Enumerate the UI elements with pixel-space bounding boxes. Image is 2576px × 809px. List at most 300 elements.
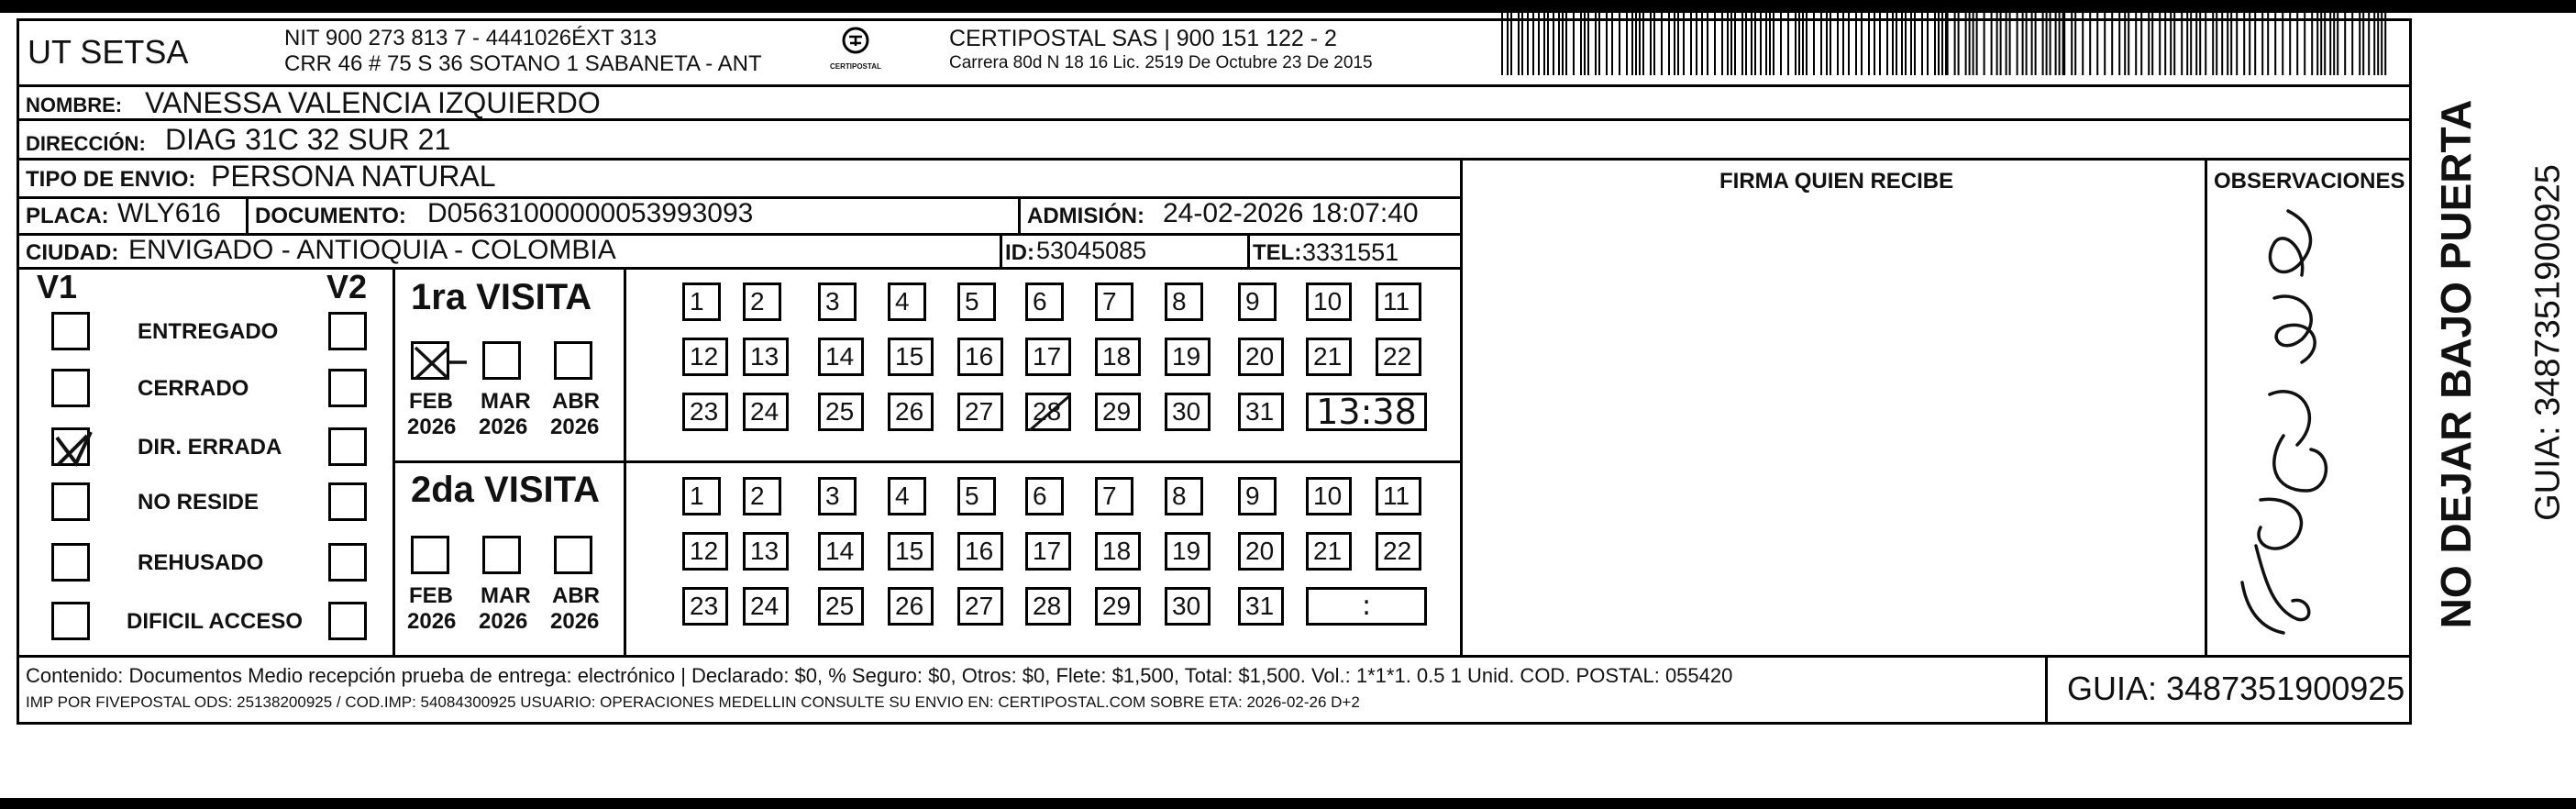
barcode-bar [2111, 13, 2113, 75]
barcode-bar [1914, 13, 1916, 75]
barcode-bar [2205, 13, 2206, 75]
barcode-bar [1901, 13, 1903, 75]
second-visit-day-box[interactable]: 11 [1376, 477, 1421, 515]
barcode-bar [1751, 13, 1752, 75]
first-visit-day-box[interactable]: 5 [957, 283, 996, 321]
barcode-bar [2181, 13, 2183, 75]
first-visit-day-box[interactable]: 16 [957, 338, 1003, 376]
barcode-bar [1965, 13, 1967, 75]
status-v1-checkbox[interactable] [51, 427, 90, 466]
second-visit-title: 2da VISITA [411, 470, 600, 510]
status-v1-checkbox[interactable] [51, 602, 90, 640]
status-v2-checkbox[interactable] [328, 602, 367, 640]
barcode-bar [1896, 13, 1897, 75]
second-visit-day-box[interactable]: 26 [888, 587, 934, 626]
barcode-bar [2304, 13, 2305, 75]
status-label: NO RESIDE [138, 490, 260, 515]
first-visit-time-box[interactable]: 13:38 [1306, 393, 1427, 431]
barcode-bar [2159, 13, 2161, 75]
status-label: REHUSADO [138, 550, 264, 575]
barcode-bar [1945, 13, 1949, 75]
barcode-bar [1973, 13, 1974, 75]
direccion-value: DIAG 31C 32 SUR 21 [165, 123, 451, 156]
month-label: ABR [552, 389, 600, 414]
first-visit-title: 1ra VISITA [411, 277, 592, 317]
year-label: 2026 [550, 609, 600, 634]
first-visit-day-box[interactable]: 12 [682, 338, 728, 376]
second-visit-day-box[interactable]: 10 [1306, 477, 1352, 515]
barcode-bar [2055, 13, 2057, 75]
barcode-bar [2128, 13, 2129, 75]
barcode-bar [1830, 13, 1831, 75]
first-visit-day-box[interactable]: 6 [1025, 283, 1064, 321]
barcode-bar [2140, 13, 2142, 75]
barcode-bar [2243, 13, 2245, 75]
barcode-bar [2026, 13, 2028, 75]
second-visit-day-box[interactable]: 19 [1165, 532, 1211, 571]
barcode-bar [1958, 13, 1960, 75]
id-value: 53045085 [1036, 237, 1147, 264]
barcode-bar [2359, 13, 2360, 75]
documento-label: DOCUMENTO: [255, 204, 406, 228]
barcode-bar [2022, 13, 2024, 75]
barcode-bar [1642, 13, 1644, 75]
barcode-bar [1521, 13, 1523, 75]
barcode-bar [2381, 13, 2383, 75]
barcode-bar [1661, 13, 1663, 75]
barcode-bar [2384, 13, 2386, 75]
barcode-bar [2195, 13, 2197, 75]
month-label: MAR [481, 583, 531, 608]
barcode-bar [1879, 13, 1881, 75]
year-label: 2026 [550, 415, 600, 439]
second-visit-day-box[interactable]: 15 [888, 532, 934, 571]
month-label: FEB [409, 583, 453, 608]
first-visit-day-box[interactable]: 25 [818, 393, 864, 431]
carrier-address: Carrera 80d N 18 16 Lic. 2519 De Octubre 23 De 2015 [949, 53, 1373, 72]
barcode-bar [1635, 13, 1637, 75]
barcode-bar [1598, 13, 1600, 75]
month-checkbox[interactable] [482, 536, 521, 574]
barcode-bar [1868, 13, 1870, 75]
observaciones-header: OBSERVACIONES [2214, 169, 2405, 194]
second-visit-day-box[interactable]: 12 [682, 532, 728, 571]
barcode-bar [1798, 13, 1800, 75]
status-label: ENTREGADO [138, 319, 279, 344]
barcode-bar [1874, 13, 1875, 75]
month-label: FEB [409, 389, 453, 414]
barcode-bar [1820, 13, 1822, 75]
barcode-bar [1813, 13, 1815, 75]
barcode-bar [1934, 13, 1936, 75]
barcode-bar [2173, 13, 2175, 75]
barcode-bar [2373, 13, 2375, 75]
barcode-bar [1787, 13, 1789, 75]
second-visit-time-box[interactable]: : [1306, 587, 1427, 626]
barcode-bar [1677, 13, 1679, 75]
barcode-bar [1954, 13, 1956, 75]
barcode-bar [1674, 13, 1675, 75]
barcode-bar [2035, 13, 2037, 75]
barcode-bar [2282, 13, 2283, 75]
ciudad-label: CIUDAD: [26, 240, 119, 265]
barcode-bar [1765, 13, 1767, 75]
first-visit-day-box[interactable]: 31 [1238, 393, 1284, 431]
status-v2-checkbox[interactable] [328, 543, 367, 582]
barcode-bar [2135, 13, 2137, 75]
imp-text: IMP POR FIVEPOSTAL ODS: 25138200925 / COD.IMP: 54084300925 USUARIO: OPERACIONES MEDELLIN CONSULTE SU ENVIO EN: CERTIPOSTAL.COM SOBRE ETA: 2026-02-26 D+2 [26, 693, 1360, 711]
handwritten-signature [2219, 197, 2348, 651]
barcode-bar [2017, 13, 2018, 75]
status-v2-checkbox[interactable] [328, 312, 367, 350]
first-visit-day-box[interactable]: 29 [1095, 393, 1141, 431]
second-visit-day-box[interactable]: 14 [818, 532, 864, 571]
barcode-bar [2164, 13, 2166, 75]
month-checkbox[interactable] [411, 341, 449, 380]
second-visit-day-box[interactable]: 4 [888, 477, 926, 515]
strike-mark-icon [1028, 393, 1074, 432]
second-visit-day-box[interactable]: 31 [1238, 587, 1284, 626]
barcode-bar [2151, 13, 2153, 75]
barcode [1499, 13, 2394, 75]
barcode-bar [1543, 13, 1545, 75]
barcode-bar [1639, 13, 1641, 75]
second-visit-day-box[interactable]: 8 [1165, 477, 1203, 515]
barcode-bar [1745, 13, 1747, 75]
barcode-bar [2337, 13, 2338, 75]
barcode-bar [1683, 13, 1685, 75]
check-mark-icon [414, 344, 469, 382]
admision-label: ADMISIÓN: [1027, 204, 1144, 228]
first-visit-day-box[interactable]: 15 [888, 338, 934, 376]
barcode-bar [2324, 13, 2326, 75]
barcode-bar [1996, 13, 1998, 75]
barcode-bar [1855, 13, 1857, 75]
barcode-bar [2320, 13, 2322, 75]
status-v1-checkbox[interactable] [51, 369, 90, 407]
barcode-bar [1565, 13, 1567, 75]
barcode-bar [2254, 13, 2256, 75]
first-visit-day-box[interactable]: 24 [743, 393, 789, 431]
second-visit-day-box[interactable]: 21 [1306, 532, 1352, 571]
status-v1-checkbox[interactable] [51, 543, 90, 582]
barcode-bar [2050, 13, 2051, 75]
barcode-bar [1848, 13, 1850, 75]
barcode-bar [1826, 13, 1828, 75]
barcode-bar [1547, 13, 1549, 75]
second-visit-day-box[interactable]: 17 [1025, 532, 1071, 571]
second-visit-day-box[interactable]: 24 [743, 587, 789, 626]
barcode-bar [1510, 13, 1512, 75]
barcode-bar [1558, 13, 1560, 75]
nombre-label: NOMBRE: [26, 94, 123, 116]
barcode-bar [1527, 13, 1529, 75]
barcode-bar [1553, 13, 1554, 75]
barcode-bar [2230, 13, 2232, 75]
month-checkbox[interactable] [554, 536, 592, 574]
barcode-bar [2362, 13, 2364, 75]
barcode-bar [2368, 13, 2370, 75]
side-guia: GUIA: 3487351900925 [2528, 164, 2568, 521]
barcode-bar [2261, 13, 2263, 75]
barcode-bar [2236, 13, 2238, 75]
v2-label: V2 [326, 268, 368, 305]
carrier-line: CERTIPOSTAL SAS | 900 151 122 - 2 [949, 26, 1337, 51]
first-visit-day-box[interactable]: 20 [1238, 338, 1284, 376]
bottom-bar [0, 798, 2576, 809]
barcode-bar [2000, 13, 2002, 75]
company-address: CRR 46 # 75 S 36 SOTANO 1 SABANETA - ANT [284, 51, 762, 76]
barcode-bar [1631, 13, 1633, 75]
barcode-bar [2186, 13, 2188, 75]
first-visit-day-box[interactable]: 3 [818, 283, 857, 321]
barcode-bar [1837, 13, 1839, 75]
barcode-bar [1507, 13, 1509, 75]
second-visit-day-box[interactable]: 7 [1095, 477, 1133, 515]
barcode-bar [1773, 13, 1774, 75]
barcode-bar [1910, 13, 1912, 75]
barcode-bar [2329, 13, 2331, 75]
second-visit-day-box[interactable]: 2 [743, 477, 781, 515]
barcode-bar [1721, 13, 1723, 75]
barcode-bar [1795, 13, 1797, 75]
second-visit-day-box[interactable]: 25 [818, 587, 864, 626]
barcode-bar [2377, 13, 2379, 75]
barcode-bar [1595, 13, 1597, 75]
first-visit-day-box[interactable]: 10 [1306, 283, 1352, 321]
barcode-bar [1905, 13, 1907, 75]
second-visit-day-box[interactable]: 23 [682, 587, 728, 626]
placa-label: PLACA: [26, 204, 109, 228]
barcode-bar [1976, 13, 1978, 75]
month-label: ABR [552, 583, 600, 608]
barcode-bar [1584, 13, 1586, 75]
first-visit-day-box[interactable]: 26 [888, 393, 934, 431]
second-visit-day-box[interactable]: 18 [1095, 532, 1141, 571]
barcode-bar [1730, 13, 1732, 75]
first-visit-day-box[interactable]: 13 [743, 338, 789, 376]
barcode-bar [2190, 13, 2192, 75]
top-bar [0, 0, 2576, 13]
year-label: 2026 [407, 609, 457, 634]
tipo-label: TIPO DE ENVIO: [26, 167, 196, 192]
barcode-bar [1886, 13, 1888, 75]
barcode-bar [1921, 13, 1923, 75]
barcode-bar [1984, 13, 1985, 75]
barcode-bar [1938, 13, 1940, 75]
second-visit-day-box[interactable]: 16 [957, 532, 1003, 571]
tel-label: TEL: [1253, 240, 1302, 265]
barcode-bar [2148, 13, 2150, 75]
barcode-bar [1696, 13, 1697, 75]
first-visit-day-box[interactable]: 21 [1306, 338, 1352, 376]
barcode-bar [1892, 13, 1894, 75]
barcode-bar [2199, 13, 2201, 75]
first-visit-day-box[interactable]: 2 [743, 283, 781, 321]
barcode-bar [2296, 13, 2298, 75]
barcode-bar [2006, 13, 2007, 75]
barcode-bar [2212, 13, 2214, 75]
second-visit-day-box[interactable]: 20 [1238, 532, 1284, 571]
barcode-bar [1538, 13, 1540, 75]
second-visit-day-box[interactable]: 13 [743, 532, 789, 571]
direccion-label: DIRECCIÓN: [26, 132, 146, 155]
barcode-bar [2059, 13, 2061, 75]
barcode-bar [1941, 13, 1943, 75]
barcode-bar [2274, 13, 2276, 75]
barcode-bar [1754, 13, 1756, 75]
first-visit-day-box[interactable]: 11 [1376, 283, 1421, 321]
status-label: DIR. ERRADA [138, 435, 282, 460]
barcode-bar [2344, 13, 2346, 75]
barcode-bar [1668, 13, 1670, 75]
status-label: DIFICIL ACCESO [127, 609, 304, 634]
first-visit-day-box[interactable]: 28 [1025, 393, 1071, 431]
barcode-bar [1619, 13, 1620, 75]
barcode-bar [1769, 13, 1771, 75]
barcode-bar [1580, 13, 1582, 75]
first-visit-day-box[interactable]: 8 [1165, 283, 1203, 321]
barcode-bar [2221, 13, 2223, 75]
barcode-bar [2104, 13, 2106, 75]
certipostal-logo [835, 26, 877, 62]
placa-value: WLY616 [117, 198, 221, 228]
first-visit-day-box[interactable]: 30 [1165, 393, 1211, 431]
barcode-bar [1842, 13, 1844, 75]
barcode-bar [1707, 13, 1708, 75]
barcode-bar [2062, 13, 2066, 75]
first-visit-day-box[interactable]: 4 [888, 283, 926, 321]
admision-value: 24-02-2026 18:07:40 [1163, 198, 1419, 228]
year-label: 2026 [479, 609, 528, 634]
first-visit-day-box[interactable]: 19 [1165, 338, 1211, 376]
second-visit-day-box[interactable]: 5 [957, 477, 996, 515]
documento-value: D05631000000053993093 [427, 198, 754, 228]
first-visit-day-box[interactable]: 22 [1376, 338, 1421, 376]
second-visit-day-box[interactable]: 28 [1025, 587, 1071, 626]
v1-label: V1 [37, 268, 78, 305]
side-text-block [2419, 37, 2568, 679]
barcode-bar [1650, 13, 1652, 75]
second-visit-day-box[interactable]: 9 [1238, 477, 1277, 515]
status-v2-checkbox[interactable] [328, 369, 367, 407]
first-visit-day-box[interactable]: 14 [818, 338, 864, 376]
year-label: 2026 [479, 415, 528, 439]
barcode-bar [1969, 13, 1971, 75]
ciudad-value: ENVIGADO - ANTIOQUIA - COLOMBIA [128, 235, 616, 265]
barcode-bar [1991, 13, 1993, 75]
month-checkbox[interactable] [554, 341, 592, 380]
barcode-bar [1532, 13, 1534, 75]
barcode-bar [1562, 13, 1564, 75]
second-visit-day-box[interactable]: 22 [1376, 532, 1421, 571]
nombre-value: VANESSA VALENCIA IZQUIERDO [145, 86, 601, 119]
barcode-bar [1802, 13, 1804, 75]
barcode-bar [1760, 13, 1762, 75]
tel-value: 3331551 [1302, 238, 1399, 266]
barcode-bar [1587, 13, 1589, 75]
status-v1-checkbox[interactable] [51, 312, 90, 350]
firma-header: FIRMA QUIEN RECIBE [1719, 169, 1954, 194]
first-visit-day-box[interactable]: 17 [1025, 338, 1071, 376]
month-label: MAR [481, 389, 531, 414]
barcode-bar [2333, 13, 2335, 75]
logo-caption: CERTIPOSTAL [830, 62, 881, 71]
first-visit-day-box[interactable]: 27 [957, 393, 1003, 431]
first-visit-day-box[interactable]: 18 [1095, 338, 1141, 376]
barcode-bar [2082, 13, 2084, 75]
barcode-bar [2074, 13, 2076, 75]
barcode-bar [2009, 13, 2011, 75]
status-v2-checkbox[interactable] [328, 427, 367, 466]
barcode-bar [2267, 13, 2269, 75]
second-visit-day-box[interactable]: 30 [1165, 587, 1211, 626]
barcode-bar [1701, 13, 1703, 75]
year-label: 2026 [407, 415, 457, 439]
first-visit-day-box[interactable]: 1 [682, 283, 721, 321]
second-visit-day-box[interactable]: 6 [1025, 477, 1064, 515]
barcode-bar [2216, 13, 2217, 75]
nit-line: NIT 900 273 813 7 - 4441026ÉXT 313 [284, 26, 658, 50]
barcode-bar [1780, 13, 1782, 75]
barcode-bar [1741, 13, 1743, 75]
tipo-value: PERSONA NATURAL [211, 160, 496, 193]
first-visit-day-box[interactable]: 23 [682, 393, 728, 431]
barcode-bar [2096, 13, 2098, 75]
barcode-bar [2042, 13, 2044, 75]
barcode-bar [2089, 13, 2091, 75]
barcode-bar [1611, 13, 1613, 75]
barcode-bar [2170, 13, 2172, 75]
barcode-bar [2289, 13, 2291, 75]
barcode-bar [1927, 13, 1929, 75]
no-dejar-bajo-puerta: NO DEJAR BAJO PUERTA [2432, 99, 2480, 629]
barcode-bar [2071, 13, 2073, 75]
barcode-bar [1653, 13, 1655, 75]
barcode-bar [1727, 13, 1729, 75]
status-label: CERRADO [138, 376, 249, 401]
month-checkbox[interactable] [482, 341, 521, 380]
barcode-bar [1690, 13, 1692, 75]
id-label: ID: [1005, 240, 1034, 265]
barcode-bar [2249, 13, 2250, 75]
barcode-bar [2031, 13, 2033, 75]
second-visit-day-box[interactable]: 29 [1095, 587, 1141, 626]
second-visit-day-box[interactable]: 1 [682, 477, 721, 515]
check-mark-icon [54, 430, 93, 469]
barcode-bar [2118, 13, 2120, 75]
barcode-bar [2124, 13, 2126, 75]
first-visit-day-box[interactable]: 9 [1238, 283, 1277, 321]
barcode-bar [2351, 13, 2353, 75]
second-visit-day-box[interactable]: 3 [818, 477, 857, 515]
barcode-bar [1606, 13, 1608, 75]
barcode-bar [1518, 13, 1520, 75]
status-v2-checkbox[interactable] [328, 482, 367, 521]
barcode-bar [1714, 13, 1716, 75]
second-visit-day-box[interactable]: 27 [957, 587, 1003, 626]
barcode-bar [1806, 13, 1808, 75]
barcode-bar [1861, 13, 1863, 75]
month-checkbox[interactable] [411, 536, 449, 574]
status-v1-checkbox[interactable] [51, 482, 90, 521]
first-visit-day-box[interactable]: 7 [1095, 283, 1133, 321]
barcode-bar [1573, 13, 1575, 75]
contenido-text: Contenido: Documentos Medio recepción prueba de entrega: electrónico | Declarado: $0, % Seguro: $0, Otros: $0, Flete: $1,500, Total: $1,500. Vol.: 1*1*1. 0.5 1 Unid. COD. POSTAL: 055420 [26, 664, 1733, 687]
company-name: UT SETSA [28, 33, 189, 71]
barcode-bar [2316, 13, 2318, 75]
barcode-bar [1734, 13, 1736, 75]
